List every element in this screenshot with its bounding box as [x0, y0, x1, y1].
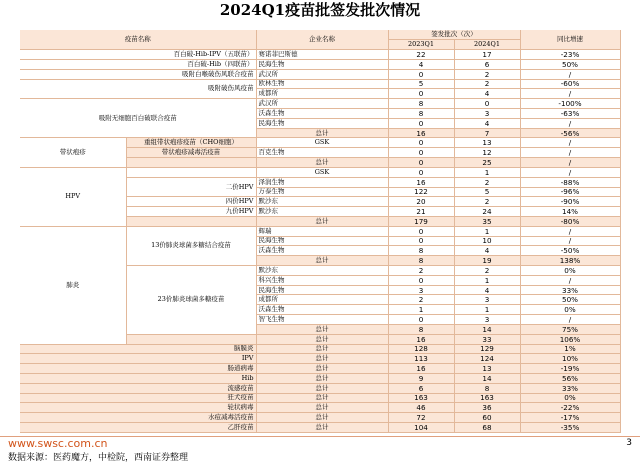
vaccine-name: 轮状病毒 — [20, 403, 256, 413]
total-label: 总计 — [256, 373, 388, 383]
batches-2023q1: 163 — [388, 393, 454, 403]
yoy-growth: / — [520, 275, 620, 285]
yoy-growth: / — [520, 89, 620, 99]
batches-2023q1: 0 — [388, 89, 454, 99]
table-row — [20, 59, 620, 69]
vaccine-name — [126, 334, 256, 344]
batches-2023q1: 0 — [388, 236, 454, 246]
vaccine-name: 水痘减毒活疫苗 — [20, 413, 256, 423]
table-row — [20, 344, 620, 354]
batches-2024q1: 163 — [454, 393, 520, 403]
vaccine-name: 百白破-Hib（四联苗） — [20, 59, 256, 69]
company-name: 民海生物 — [256, 59, 388, 69]
batches-2023q1: 16 — [388, 334, 454, 344]
table-row — [20, 383, 620, 393]
yoy-growth: / — [520, 148, 620, 158]
total-label: 总计 — [256, 364, 388, 374]
page-title: 2024Q1疫苗批签发批次情况 — [219, 1, 421, 19]
batches-2023q1: 3 — [388, 285, 454, 295]
batches-2023q1: 4 — [388, 59, 454, 69]
total-label: 总计 — [256, 403, 388, 413]
batches-2024q1: 36 — [454, 403, 520, 413]
company-name: 默沙东 — [256, 207, 388, 217]
batches-2023q1: 16 — [388, 128, 454, 138]
table-row — [20, 354, 620, 364]
batches-2024q1: 1 — [454, 226, 520, 236]
table-row — [20, 79, 620, 89]
batches-2023q1: 20 — [388, 197, 454, 207]
total-label: 总计 — [256, 334, 388, 344]
vaccine-name — [126, 216, 256, 226]
batches-2023q1: 21 — [388, 207, 454, 217]
yoy-growth: -96% — [520, 187, 620, 197]
yoy-growth: 1% — [520, 344, 620, 354]
company-name: 默沙东 — [256, 266, 388, 276]
header-2024q1: 2024Q1 — [454, 40, 520, 50]
batches-2023q1: 8 — [388, 246, 454, 256]
vaccine-name: 乙肝疫苗 — [20, 423, 256, 433]
company-name: 默沙东 — [256, 197, 388, 207]
vaccine-batch-table — [20, 30, 621, 433]
batches-2024q1: 2 — [454, 177, 520, 187]
batches-2023q1: 8 — [388, 256, 454, 266]
batches-2024q1: 12 — [454, 148, 520, 158]
table-row — [20, 364, 620, 374]
yoy-growth: -63% — [520, 109, 620, 119]
yoy-growth: / — [520, 69, 620, 79]
table-row — [20, 403, 620, 413]
company-name: 赛诺菲巴斯德 — [256, 50, 388, 60]
yoy-growth: / — [520, 236, 620, 246]
batches-2023q1: 6 — [388, 383, 454, 393]
vaccine-name: 二价HPV — [126, 177, 256, 197]
table-row — [20, 393, 620, 403]
header-2023q1: 2023Q1 — [388, 40, 454, 50]
yoy-growth: 10% — [520, 354, 620, 364]
batches-2023q1: 1 — [388, 305, 454, 315]
company-name: 辉瑞 — [256, 226, 388, 236]
company-name: 武汉所 — [256, 99, 388, 109]
vaccine-name: 流感疫苗 — [20, 383, 256, 393]
batches-2024q1: 4 — [454, 118, 520, 128]
yoy-growth: 0% — [520, 266, 620, 276]
vaccine-name — [126, 158, 256, 168]
batches-2024q1: 2 — [454, 69, 520, 79]
batches-2023q1: 113 — [388, 354, 454, 364]
company-name: 民海生物 — [256, 236, 388, 246]
vaccine-name: 23价肺炎球菌多糖疫苗 — [126, 266, 256, 335]
batches-2023q1: 2 — [388, 266, 454, 276]
yoy-growth: -35% — [520, 423, 620, 433]
table-row — [20, 226, 620, 236]
batches-2023q1: 22 — [388, 50, 454, 60]
vaccine-name: 重组带状疱疹疫苗（CHO细胞） — [126, 138, 256, 148]
batches-2024q1: 68 — [454, 423, 520, 433]
company-name: 沃森生物 — [256, 246, 388, 256]
company-name: GSK — [256, 167, 388, 177]
batches-2024q1: 4 — [454, 246, 520, 256]
batches-2024q1: 4 — [454, 89, 520, 99]
company-name: 沃森生物 — [256, 109, 388, 119]
table-row — [20, 373, 620, 383]
batches-2023q1: 72 — [388, 413, 454, 423]
vaccine-name: Hib — [20, 373, 256, 383]
yoy-growth: -90% — [520, 197, 620, 207]
batches-2024q1: 17 — [454, 50, 520, 60]
batches-2024q1: 14 — [454, 373, 520, 383]
batches-2023q1: 122 — [388, 187, 454, 197]
company-name: 智飞生物 — [256, 315, 388, 325]
table-row — [20, 50, 620, 60]
batches-2023q1: 9 — [388, 373, 454, 383]
footer-url[interactable]: www.swsc.com.cn — [8, 437, 108, 450]
batches-2024q1: 7 — [454, 128, 520, 138]
batches-2023q1: 0 — [388, 118, 454, 128]
batches-2024q1: 10 — [454, 236, 520, 246]
yoy-growth: 50% — [520, 295, 620, 305]
total-label: 总计 — [256, 413, 388, 423]
yoy-growth: / — [520, 158, 620, 168]
batches-2024q1: 1 — [454, 275, 520, 285]
yoy-growth: / — [520, 167, 620, 177]
company-name: 武汉所 — [256, 69, 388, 79]
company-name: 欧林生物 — [256, 79, 388, 89]
total-label: 总计 — [256, 383, 388, 393]
company-name: 成都所 — [256, 89, 388, 99]
table-row — [20, 138, 620, 148]
company-name: 民海生物 — [256, 285, 388, 295]
batches-2024q1: 4 — [454, 285, 520, 295]
yoy-growth: / — [520, 118, 620, 128]
header-company-name: 企业名称 — [256, 30, 388, 50]
company-name: 百克生物 — [256, 148, 388, 158]
total-label: 总计 — [256, 393, 388, 403]
batches-2023q1: 8 — [388, 99, 454, 109]
batches-2024q1: 13 — [454, 138, 520, 148]
batches-2024q1: 1 — [454, 305, 520, 315]
yoy-growth: -22% — [520, 403, 620, 413]
yoy-growth: / — [520, 226, 620, 236]
vaccine-name: 吸附无细胞百白破联合疫苗 — [20, 99, 256, 138]
batches-2024q1: 6 — [454, 59, 520, 69]
total-label: 总计 — [256, 423, 388, 433]
total-label: 总计 — [256, 324, 388, 334]
yoy-growth: -50% — [520, 246, 620, 256]
yoy-growth: 33% — [520, 383, 620, 393]
batches-2024q1: 33 — [454, 334, 520, 344]
header-batches: 签发批次（次） — [388, 30, 520, 40]
total-label: 总计 — [256, 344, 388, 354]
batches-2023q1: 0 — [388, 275, 454, 285]
batches-2024q1: 124 — [454, 354, 520, 364]
batches-2023q1: 0 — [388, 167, 454, 177]
batches-2024q1: 13 — [454, 364, 520, 374]
company-name: 沃森生物 — [256, 305, 388, 315]
table-row — [20, 167, 620, 177]
batches-2023q1: 46 — [388, 403, 454, 413]
yoy-growth: -60% — [520, 79, 620, 89]
batches-2023q1: 5 — [388, 79, 454, 89]
table-row — [20, 99, 620, 109]
yoy-growth: 33% — [520, 285, 620, 295]
vaccine-name — [126, 167, 256, 177]
yoy-growth: 14% — [520, 207, 620, 217]
vaccine-category: HPV — [20, 167, 126, 226]
batches-2023q1: 8 — [388, 324, 454, 334]
yoy-growth: -23% — [520, 50, 620, 60]
vaccine-name: 13价肺炎球菌多糖结合疫苗 — [126, 226, 256, 265]
batches-2024q1: 19 — [454, 256, 520, 266]
company-name: 科兴生物 — [256, 275, 388, 285]
batches-2024q1: 2 — [454, 197, 520, 207]
vaccine-name: 脑膜炎 — [20, 344, 256, 354]
page-number: 3 — [626, 438, 632, 448]
batches-2024q1: 2 — [454, 266, 520, 276]
data-source-note: 数据来源：医药魔方，中检院，西南证券整理 — [8, 453, 189, 463]
batches-2023q1: 0 — [388, 315, 454, 325]
table-row — [20, 413, 620, 423]
header-vaccine-name: 疫苗名称 — [20, 30, 256, 50]
yoy-growth: -80% — [520, 216, 620, 226]
vaccine-name: 狂犬疫苗 — [20, 393, 256, 403]
yoy-growth: 138% — [520, 256, 620, 266]
vaccine-name: 吸附白喉破伤风联合疫苗 — [20, 69, 256, 79]
batches-2024q1: 3 — [454, 315, 520, 325]
vaccine-name: 带状疱疹减毒活疫苗 — [126, 148, 256, 158]
batches-2024q1: 3 — [454, 295, 520, 305]
batches-2023q1: 0 — [388, 226, 454, 236]
batches-2024q1: 35 — [454, 216, 520, 226]
yoy-growth: / — [520, 315, 620, 325]
total-label: 总计 — [256, 158, 388, 168]
vaccine-name: 吸附破伤风疫苗 — [20, 79, 256, 99]
batches-2024q1: 3 — [454, 109, 520, 119]
yoy-growth: -88% — [520, 177, 620, 187]
header-yoy: 同比增速 — [520, 30, 620, 50]
batches-2023q1: 0 — [388, 138, 454, 148]
yoy-growth: -56% — [520, 128, 620, 138]
batches-2024q1: 2 — [454, 79, 520, 89]
total-label: 总计 — [256, 256, 388, 266]
yoy-growth: -19% — [520, 364, 620, 374]
table-row — [20, 423, 620, 433]
batches-2023q1: 128 — [388, 344, 454, 354]
batches-2024q1: 60 — [454, 413, 520, 423]
table-row — [20, 69, 620, 79]
batches-2024q1: 24 — [454, 207, 520, 217]
company-name: 成都所 — [256, 295, 388, 305]
batches-2024q1: 5 — [454, 187, 520, 197]
yoy-growth: -17% — [520, 413, 620, 423]
vaccine-name: IPV — [20, 354, 256, 364]
batches-2023q1: 179 — [388, 216, 454, 226]
yoy-growth: 50% — [520, 59, 620, 69]
batches-2024q1: 8 — [454, 383, 520, 393]
batches-2023q1: 16 — [388, 364, 454, 374]
batches-2024q1: 0 — [454, 99, 520, 109]
yoy-growth: 106% — [520, 334, 620, 344]
company-name: 民海生物 — [256, 118, 388, 128]
batches-2024q1: 1 — [454, 167, 520, 177]
vaccine-name: 九价HPV — [126, 207, 256, 217]
batches-2024q1: 25 — [454, 158, 520, 168]
yoy-growth: 75% — [520, 324, 620, 334]
batches-2023q1: 0 — [388, 69, 454, 79]
batches-2024q1: 129 — [454, 344, 520, 354]
table-header-row — [20, 30, 620, 40]
company-name: GSK — [256, 138, 388, 148]
total-label: 总计 — [256, 216, 388, 226]
batches-2023q1: 104 — [388, 423, 454, 433]
yoy-growth: 0% — [520, 393, 620, 403]
vaccine-name: 百白破-Hib-IPV（五联苗） — [20, 50, 256, 60]
vaccine-name: 肠道病毒 — [20, 364, 256, 374]
yoy-growth: 0% — [520, 305, 620, 315]
yoy-growth: 56% — [520, 373, 620, 383]
vaccine-name: 四价HPV — [126, 197, 256, 207]
batches-2023q1: 0 — [388, 158, 454, 168]
yoy-growth: -100% — [520, 99, 620, 109]
batches-2023q1: 2 — [388, 295, 454, 305]
batches-2023q1: 16 — [388, 177, 454, 187]
batches-2023q1: 0 — [388, 148, 454, 158]
company-name: 泽润生物 — [256, 177, 388, 187]
yoy-growth: / — [520, 138, 620, 148]
batches-2023q1: 8 — [388, 109, 454, 119]
company-name: 万泰生物 — [256, 187, 388, 197]
vaccine-category: 带状疱疹 — [20, 138, 126, 167]
total-label: 总计 — [256, 128, 388, 138]
vaccine-category: 肺炎 — [20, 226, 126, 344]
total-label: 总计 — [256, 354, 388, 364]
batches-2024q1: 14 — [454, 324, 520, 334]
